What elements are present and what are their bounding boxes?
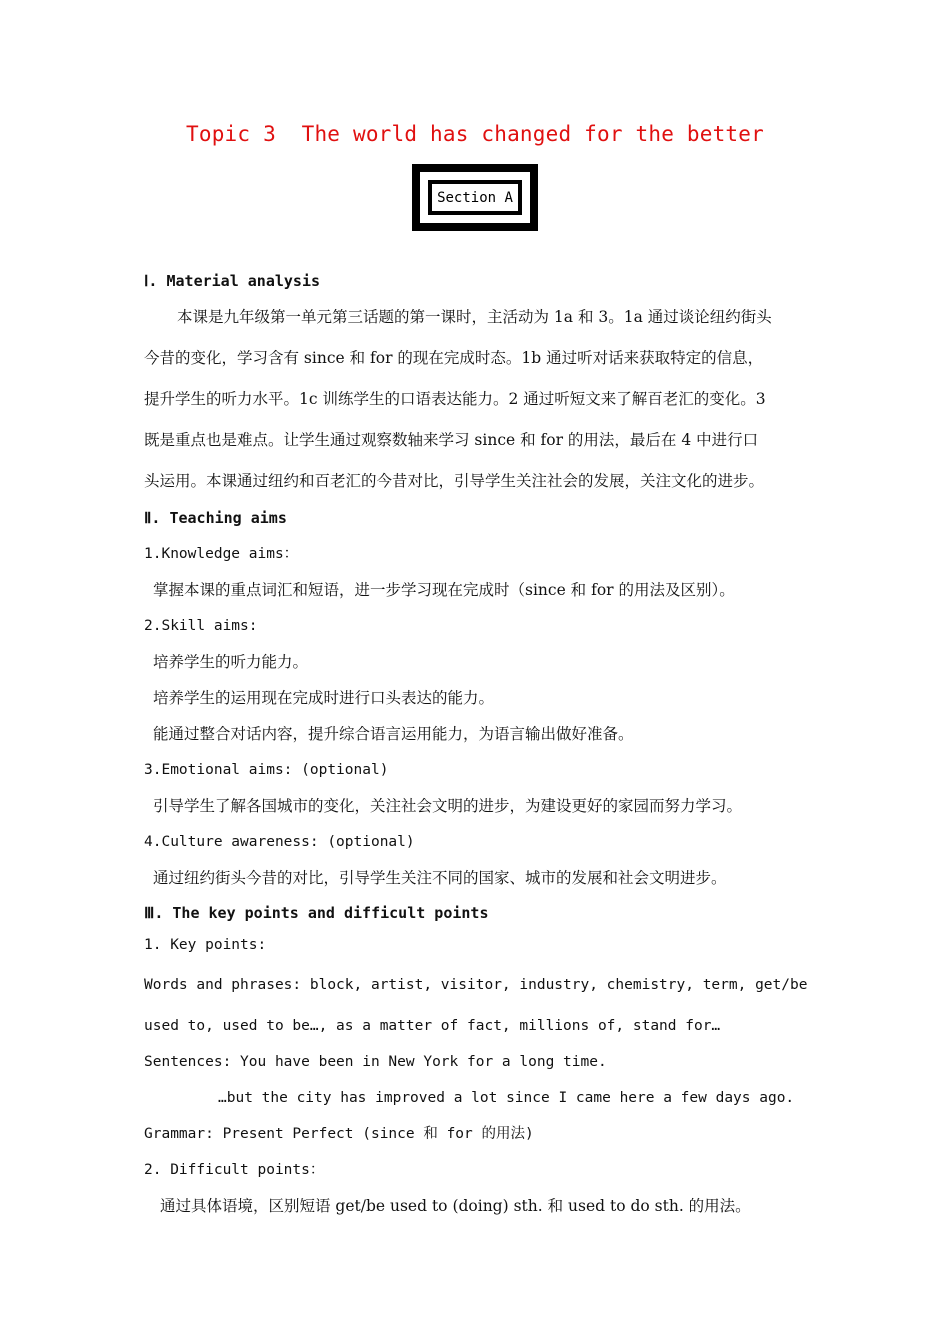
skill-aims-label: 2.Skill aims: [144, 618, 258, 634]
culture-awareness-label: 4.Culture awareness: (optional) [144, 834, 415, 850]
knowledge-aims-text: 掌握本课的重点词汇和短语，进一步学习现在完成时（since 和 for 的用法及区别）。 [153, 581, 735, 599]
key-points-heading: Ⅲ. The key points and difficult points [144, 904, 489, 922]
skill-aim-item-1: 培养学生的听力能力。 [153, 653, 309, 671]
material-analysis-line-1: 本课是九年级第一单元第三话题的第一课时，主活动为 1a 和 3。1a 通过谈论纽约街头 [177, 308, 772, 326]
difficult-points-label: 2. Difficult points： [144, 1162, 325, 1178]
culture-awareness-text: 通过纽约街头今昔的对比，引导学生关注不同的国家、城市的发展和社会文明进步。 [153, 869, 727, 887]
sentences-line-2: …but the city has improved a lot since I came here a few days ago. [218, 1090, 795, 1106]
section-label-frame [412, 164, 538, 231]
teaching-aims-heading: Ⅱ. Teaching aims [144, 509, 287, 527]
emotional-aims-text: 引导学生了解各国城市的变化，关注社会文明的进步，为建设更好的家园而努力学习。 [153, 797, 743, 815]
knowledge-aims-label: 1.Knowledge aims： [144, 546, 299, 562]
material-analysis-heading: Ⅰ. Material analysis [144, 272, 321, 290]
material-analysis-line-4: 既是重点也是难点。让学生通过观察数轴来学习 since 和 for 的用法，最后在 4 中进行口 [144, 431, 759, 449]
skill-aim-item-3: 能通过整合对话内容，提升综合语言运用能力，为语言输出做好准备。 [153, 725, 634, 743]
emotional-aims-label: 3.Emotional aims: (optional) [144, 762, 389, 778]
key-points-label: 1. Key points: [144, 937, 267, 953]
words-and-phrases-line-1: Words and phrases: block, artist, visitor, industry, chemistry, term, get/be [144, 977, 808, 993]
material-analysis-line-5: 头运用。本课通过纽约和百老汇的今昔对比，引导学生关注社会的发展，关注文化的进步。 [144, 472, 765, 490]
skill-aim-item-2: 培养学生的运用现在完成时进行口头表达的能力。 [153, 689, 495, 707]
document-title: Topic 3 The world has changed for the better [186, 122, 764, 146]
material-analysis-line-2: 今昔的变化，学习含有 since 和 for 的现在完成时态。1b 通过听对话来获取特定的信息， [144, 349, 764, 367]
material-analysis-line-3: 提升学生的听力水平。1c 训练学生的口语表达能力。2 通过听短文来了解百老汇的变化。3 [144, 390, 766, 408]
section-label: Section A [432, 184, 518, 211]
sentences-line-1: Sentences: You have been in New York for a long time. [144, 1054, 607, 1070]
grammar-line: Grammar: Present Perfect (since 和 for 的用法) [144, 1126, 534, 1142]
difficult-points-text: 通过具体语境，区别短语 get/be used to (doing) sth. 和 used to do sth. 的用法。 [160, 1197, 751, 1215]
words-and-phrases-line-2: used to, used to be…, as a matter of fact, millions of, stand for… [144, 1018, 721, 1034]
